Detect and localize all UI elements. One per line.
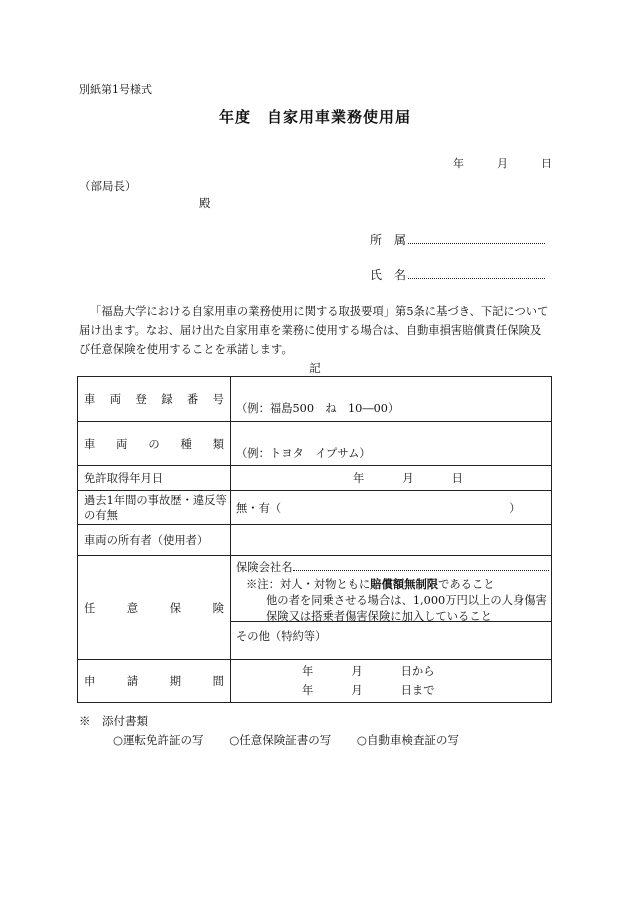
insurance-other-field[interactable] [231,622,551,644]
table-row [78,525,552,556]
table-row [78,377,552,422]
period-to-day: 日まで [400,684,435,697]
accident-history-label: 過去1年間の事故歴・違反等の有無 [78,491,231,525]
table-row [78,556,552,660]
affiliation-field[interactable] [408,243,545,244]
period-from-year: 年 [302,665,314,678]
date-year: 年 [453,157,464,170]
owner-field[interactable] [231,525,552,556]
license-month: 月 [402,472,414,485]
name-label: 氏 名 [370,268,407,282]
registration-field[interactable] [231,377,552,422]
period-field[interactable] [231,660,552,703]
insurance-note-2: 他の者を同乗させる場合は、1,000万円以上の人身傷害 [266,594,547,607]
attachments-list [113,732,481,748]
submission-date [453,155,552,171]
table-row [78,491,552,525]
page-title: 年度 自家用車業務使用届 [218,108,411,126]
accident-history-field[interactable] [231,491,552,525]
table-row [78,466,552,491]
period-label: 申 請 期 間 [78,660,231,703]
attachment-item: ○自動車検査証の写 [356,733,459,747]
date-day: 日 [541,157,552,170]
addressee-role: （部局長） [79,179,137,193]
registration-label: 車 両 登 録 番 号 [78,377,231,422]
period-to-year: 年 [302,684,314,697]
affiliation-label: 所 属 [370,233,407,247]
insurance-note-3: 保険又は搭乗者傷害保険に加入していること [266,610,492,623]
accident-history-close: ） [509,501,521,515]
insurance-other-label: その他（特約等） [236,630,327,643]
attachments-header: ※ 添付書類 [79,714,148,728]
period-from-month: 月 [351,665,363,678]
insurance-note: ※注：対人・対物ともに賠償額無制限であること [246,577,495,591]
accident-history-value: 無・有（ [236,501,282,515]
vehicle-type-example: （例：トヨタ イプサム） [236,446,371,460]
table-row [78,422,552,466]
insurance-label: 任 意 保 険 [78,556,231,660]
vehicle-info-table [77,376,552,703]
registration-example: （例：福島500 ね 10―00） [236,402,400,415]
license-day: 日 [451,472,463,485]
owner-label: 車両の所有者（使用者） [78,525,231,556]
license-year: 年 [353,472,365,485]
vehicle-type-field[interactable] [231,422,552,466]
name-field[interactable] [408,278,545,279]
ki-heading: 記 [309,361,321,375]
honorific: 殿 [199,196,211,210]
declaration-text: 「福島大学における自家用車の業務使用に関する取扱要項」第5条に基づき、下記について届け出ます。なお、届け出た自家用車を業務に使用する場合は、自動車損害賠償責任保険及び任意保険を使用することを承諾します。 [79,305,549,356]
attachment-item: ○運転免許証の写 [113,733,204,747]
insurance-field [231,556,552,660]
vehicle-type-label: 車 両 の 種 類 [78,422,231,466]
table-row [78,660,552,703]
license-date-field[interactable] [231,466,552,491]
license-date-label: 免許取得年月日 [78,466,231,491]
insurance-company-field[interactable] [293,560,549,571]
insurance-company-row[interactable] [236,560,551,576]
insurance-company-label: 保険会社名 [236,561,293,574]
date-month: 月 [497,157,508,170]
period-to-month: 月 [351,684,363,697]
period-from-day: 日から [400,665,435,678]
form-number: 別紙第1号様式 [79,83,152,96]
attachment-item: ○任意保険証書の写 [229,733,332,747]
